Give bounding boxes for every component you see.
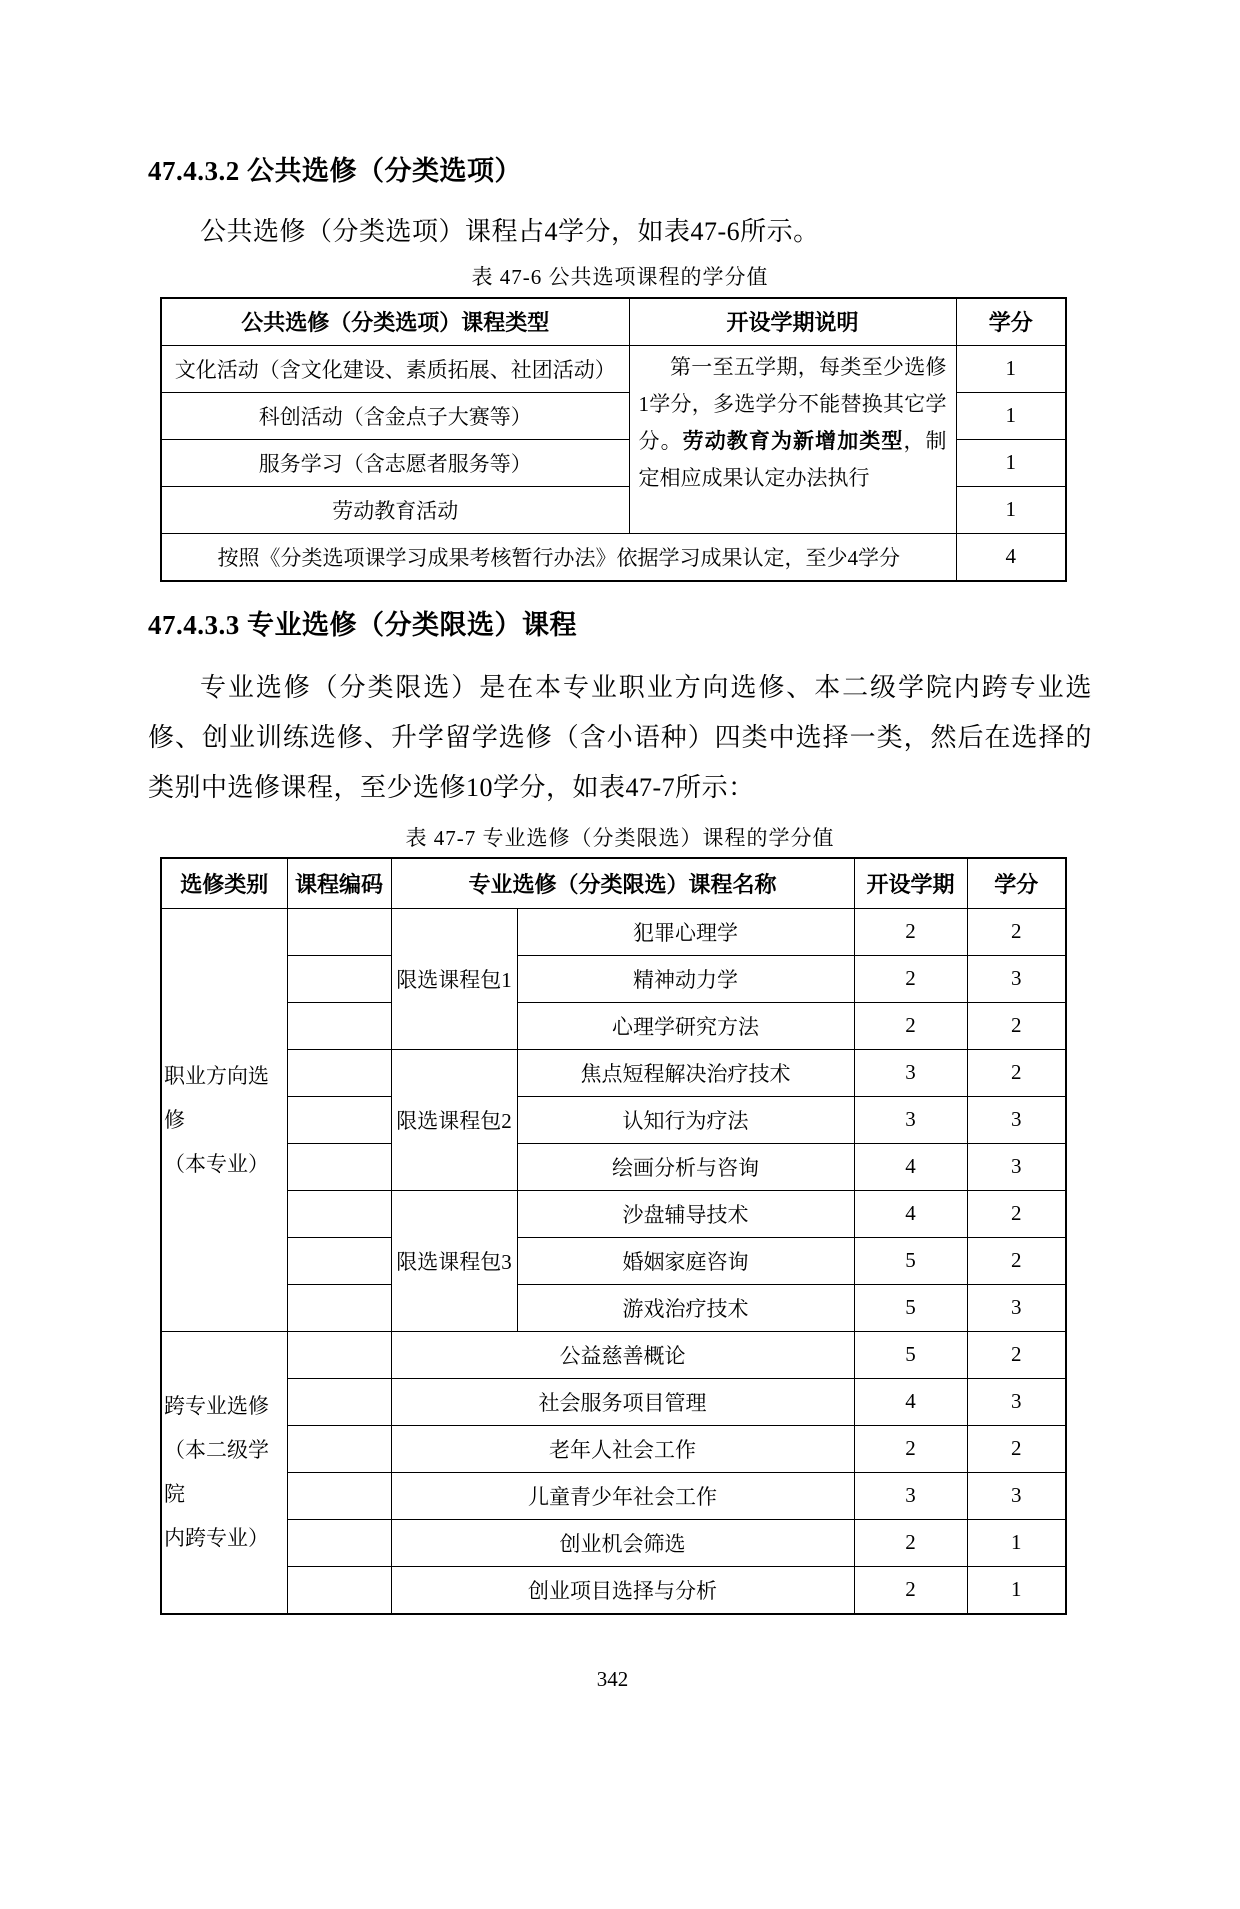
credits-cell: 2: [967, 1425, 1066, 1472]
table-row: [161, 1519, 1066, 1566]
table1-category-cell: 文化活动（含文化建设、素质拓展、社团活动）: [161, 345, 629, 392]
course-name-cell: 犯罪心理学: [517, 908, 854, 955]
table-row: [161, 1331, 1066, 1378]
course-code-cell: [287, 1190, 391, 1237]
table1-category-cell: 服务学习（含志愿者服务等）: [161, 439, 629, 486]
table1-category-cell: 劳动教育活动: [161, 486, 629, 533]
credits-cell: 2: [967, 908, 1066, 955]
course-code-cell: [287, 908, 391, 955]
table-row: [161, 1143, 1066, 1190]
table1-semester-note-cell: [629, 345, 956, 533]
semester-cell: 3: [854, 1049, 967, 1096]
semester-cell: 3: [854, 1472, 967, 1519]
note-text-after: ，制定相应成果认定办法执行: [638, 428, 947, 490]
table-row: [161, 1472, 1066, 1519]
course-name-cell: 认知行为疗法: [517, 1096, 854, 1143]
category-line: 职业方向选修: [164, 1063, 269, 1132]
credits-cell: 3: [967, 1378, 1066, 1425]
table-row: [161, 1237, 1066, 1284]
table1-summary-row: [161, 533, 1066, 581]
category-cell-major-direction: [161, 908, 287, 1331]
course-code-cell: [287, 1331, 391, 1378]
course-name-cell: 心理学研究方法: [517, 1002, 854, 1049]
table-row: [161, 1190, 1066, 1237]
credits-cell: 1: [967, 1566, 1066, 1614]
semester-cell: 3: [854, 1096, 967, 1143]
table-row: [161, 908, 1066, 955]
note-text-before: 第一至五学期，每类至少选修1学分，多选学分不能替换其它学分。: [638, 354, 947, 453]
credits-cell: 3: [967, 1096, 1066, 1143]
category-cell-cross-major: [161, 1331, 287, 1614]
package-cell: 限选课程包1: [391, 908, 517, 1049]
course-name-cell: 儿童青少年社会工作: [391, 1472, 854, 1519]
table-row: [161, 345, 1066, 392]
table2-header-credits: 学分: [967, 858, 1066, 909]
course-code-cell: [287, 1519, 391, 1566]
credits-cell: 3: [967, 1284, 1066, 1331]
credits-cell: 2: [967, 1002, 1066, 1049]
table1-header-credits: 学分: [956, 298, 1066, 346]
table1-credits-cell: 1: [956, 439, 1066, 486]
table2-caption: 表 47-7 专业选修（分类限选）课程的学分值: [405, 825, 835, 850]
course-name-cell: 焦点短程解决治疗技术: [517, 1049, 854, 1096]
note-bold-text: 劳动教育为新增加类型: [682, 429, 904, 453]
table1-credits-cell: 1: [956, 345, 1066, 392]
table2-header-row: [161, 858, 1066, 909]
credits-cell: 1: [967, 1519, 1066, 1566]
course-code-cell: [287, 1049, 391, 1096]
table2-header-category: 选修类别: [161, 858, 287, 909]
course-name-cell: 创业机会筛选: [391, 1519, 854, 1566]
course-code-cell: [287, 1284, 391, 1331]
category-line: （本二级学院: [164, 1438, 269, 1507]
course-name-cell: 创业项目选择与分析: [391, 1566, 854, 1614]
page-content: [148, 155, 1092, 1692]
course-code-cell: [287, 1002, 391, 1049]
credits-cell: 2: [967, 1331, 1066, 1378]
course-code-cell: [287, 955, 391, 1002]
course-name-cell: 婚姻家庭咨询: [517, 1237, 854, 1284]
table1-category-cell: 科创活动（含金点子大赛等）: [161, 392, 629, 439]
course-code-cell: [287, 1566, 391, 1614]
table-row: [161, 1378, 1066, 1425]
package-cell: 限选课程包3: [391, 1190, 517, 1331]
table-row: [161, 1284, 1066, 1331]
category-line: 内跨专业）: [164, 1526, 269, 1551]
semester-cell: 5: [854, 1331, 967, 1378]
table2-header-code: 课程编码: [287, 858, 391, 909]
section2-paragraph: 专业选修（分类限选）是在本专业职业方向选修、本二级学院内跨专业选修、创业训练选修、升学留学选修（含小语种）四类中选择一类，然后在选择的类别中选修课程，至少选修10学分，如表47-7所示：: [148, 672, 1092, 802]
semester-cell: 4: [854, 1143, 967, 1190]
semester-cell: 2: [854, 1566, 967, 1614]
category-line: 跨专业选修: [164, 1394, 269, 1419]
semester-cell: 2: [854, 1002, 967, 1049]
table-row: [161, 1049, 1066, 1096]
course-name-cell: 沙盘辅导技术: [517, 1190, 854, 1237]
table2-header-course-name: 专业选修（分类限选）课程名称: [391, 858, 854, 909]
course-name-cell: 游戏治疗技术: [517, 1284, 854, 1331]
table1-header-semester-note: 开设学期说明: [629, 298, 956, 346]
table-public-electives: [160, 297, 1067, 582]
table1-header-category: 公共选修（分类选项）课程类型: [161, 298, 629, 346]
semester-cell: 4: [854, 1190, 967, 1237]
table1-credits-cell: 1: [956, 486, 1066, 533]
table1-header-row: [161, 298, 1066, 346]
semester-cell: 4: [854, 1378, 967, 1425]
course-name-cell: 社会服务项目管理: [391, 1378, 854, 1425]
table-major-electives: [160, 857, 1067, 1615]
table1-summary-text: 按照《分类选项课学习成果考核暂行办法》依据学习成果认定，至少4学分: [161, 533, 956, 581]
table-row: [161, 1425, 1066, 1472]
credits-cell: 2: [967, 1237, 1066, 1284]
section-heading-47432: 47.4.3.2 公共选修（分类选项）: [148, 156, 522, 186]
course-name-cell: 精神动力学: [517, 955, 854, 1002]
credits-cell: 3: [967, 955, 1066, 1002]
table-row: [161, 955, 1066, 1002]
course-code-cell: [287, 1425, 391, 1472]
course-code-cell: [287, 1472, 391, 1519]
course-name-cell: 公益慈善概论: [391, 1331, 854, 1378]
semester-cell: 5: [854, 1237, 967, 1284]
page-number: 342: [596, 1666, 629, 1691]
table-row: [161, 1566, 1066, 1614]
table1-credits-cell: 1: [956, 392, 1066, 439]
course-code-cell: [287, 1143, 391, 1190]
semester-cell: 2: [854, 908, 967, 955]
table-row: [161, 1096, 1066, 1143]
table2-header-semester: 开设学期: [854, 858, 967, 909]
table1-caption: 表 47-6 公共选项课程的学分值: [471, 264, 769, 289]
credits-cell: 3: [967, 1143, 1066, 1190]
table-row: [161, 1002, 1066, 1049]
semester-cell: 2: [854, 1519, 967, 1566]
semester-cell: 2: [854, 1425, 967, 1472]
semester-cell: 5: [854, 1284, 967, 1331]
table1-summary-credits: 4: [956, 533, 1066, 581]
credits-cell: 2: [967, 1190, 1066, 1237]
course-name-cell: 绘画分析与咨询: [517, 1143, 854, 1190]
credits-cell: 3: [967, 1472, 1066, 1519]
category-line: （本专业）: [164, 1151, 269, 1176]
section1-paragraph: 公共选修（分类选项）课程占4学分，如表47-6所示。: [200, 216, 820, 246]
course-name-cell: 老年人社会工作: [391, 1425, 854, 1472]
semester-cell: 2: [854, 955, 967, 1002]
section-heading-47433: 47.4.3.3 专业选修（分类限选）课程: [148, 609, 577, 640]
package-cell: 限选课程包2: [391, 1049, 517, 1190]
credits-cell: 2: [967, 1049, 1066, 1096]
course-code-cell: [287, 1237, 391, 1284]
course-code-cell: [287, 1378, 391, 1425]
course-code-cell: [287, 1096, 391, 1143]
